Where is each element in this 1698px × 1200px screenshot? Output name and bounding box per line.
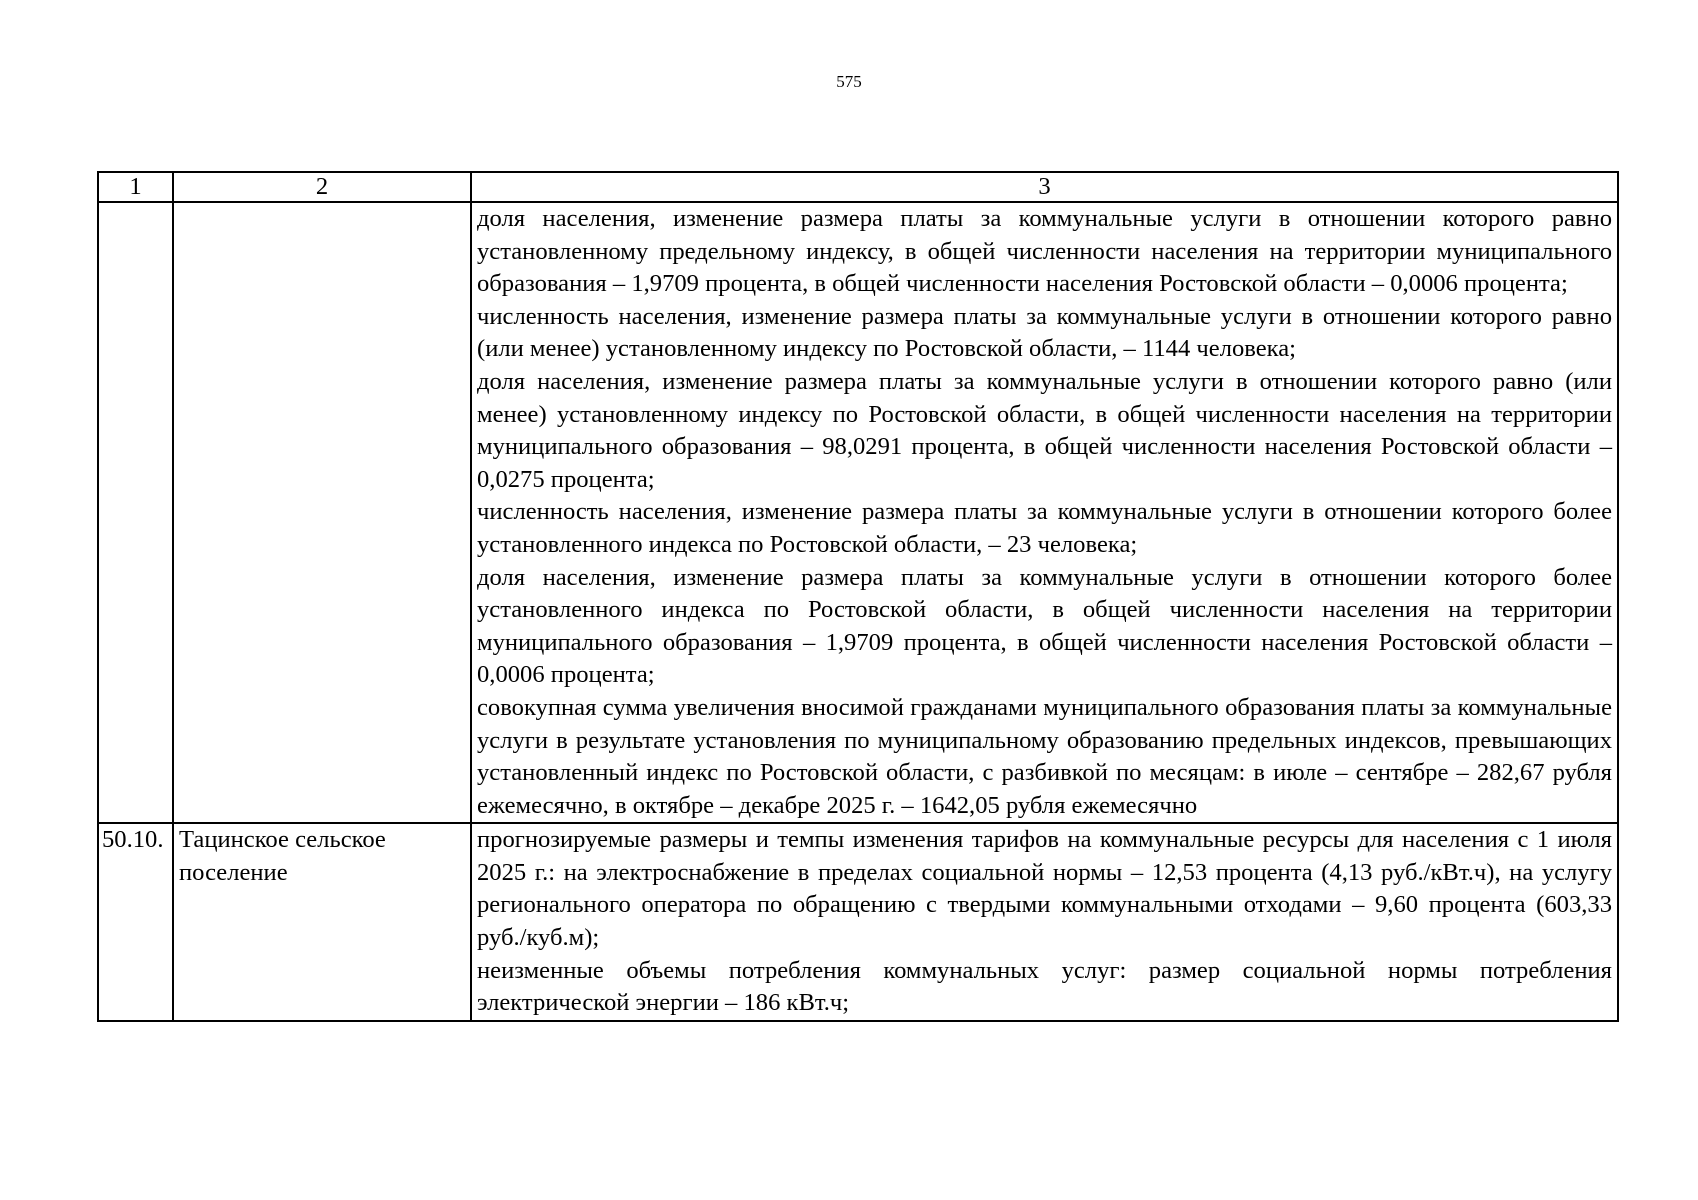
table-row bbox=[98, 823, 1618, 1021]
paragraph: доля населения, изменение размера платы за коммунальные услуги в отношении которого более установленного индекса по Ростовской области, в общей численности населения на территории муниципального образования – 1,9709 процента, в общей численности населения Ростовской области – 0,0006 процента; bbox=[477, 563, 1612, 689]
paragraph: неизменные объемы потребления коммунальных услуг: размер социальной нормы потребления электрической энергии – 186 кВт.ч; bbox=[477, 956, 1612, 1017]
settlement-name-cell bbox=[173, 202, 471, 823]
column-header-1: 1 bbox=[98, 172, 173, 202]
table-row bbox=[98, 202, 1618, 823]
page-number: 575 bbox=[836, 72, 862, 91]
paragraph: совокупная сумма увеличения вносимой гражданами муниципального образования платы за коммунальные услуги в результате установления по муниципальному образованию предельных индексов, превышающих установленный индекс по Ростовской области, с разбивкой по месяцам: в июле – сентябре – 282,67 рубля ежемесячно, в октябре – декабре 2025 г. – 1642,05 рубля ежемесячно bbox=[477, 693, 1612, 819]
paragraph: прогнозируемые размеры и темпы изменения тарифов на коммунальные ресурсы для населения с 1 июля 2025 г.: на электроснабжение в пределах социальной нормы – 12,53 процента (4,13 руб./кВт.ч), на услугу регионального оператора по обращению с твердыми коммунальными отходами – 9,60 процента (603,33 руб./куб.м); bbox=[477, 826, 1612, 952]
paragraph: доля населения, изменение размера платы за коммунальные услуги в отношении которого равно (или менее) установленному индексу по Ростовской области, в общей численности населения на территории муниципального образования – 98,0291 процента, в общей численности населения Ростовской области – 0,0275 процента; bbox=[477, 367, 1612, 493]
document-table bbox=[97, 171, 1619, 1022]
column-header-2: 2 bbox=[173, 172, 471, 202]
column-header-3: 3 bbox=[471, 172, 1618, 202]
description-cell bbox=[471, 202, 1618, 823]
table-header-row bbox=[98, 172, 1618, 202]
row-number-cell bbox=[98, 202, 173, 823]
paragraph: доля населения, изменение размера платы за коммунальные услуги в отношении которого равно установленному предельному индексу, в общей численности населения на территории муниципального образования – 1,9709 процента, в общей численности населения Ростовской области – 0,0006 процента; bbox=[477, 205, 1612, 298]
settlement-name-cell: Тацинское сельское поселение bbox=[173, 823, 471, 1021]
paragraph: численность населения, изменение размера платы за коммунальные услуги в отношении которого равно (или менее) установленному индексу по Ростовской области, – 1144 человека; bbox=[477, 302, 1612, 363]
description-cell bbox=[471, 823, 1618, 1021]
row-number-cell: 50.10. bbox=[98, 823, 173, 1021]
paragraph: численность населения, изменение размера платы за коммунальные услуги в отношении которого более установленного индекса по Ростовской области, – 23 человека; bbox=[477, 498, 1612, 558]
